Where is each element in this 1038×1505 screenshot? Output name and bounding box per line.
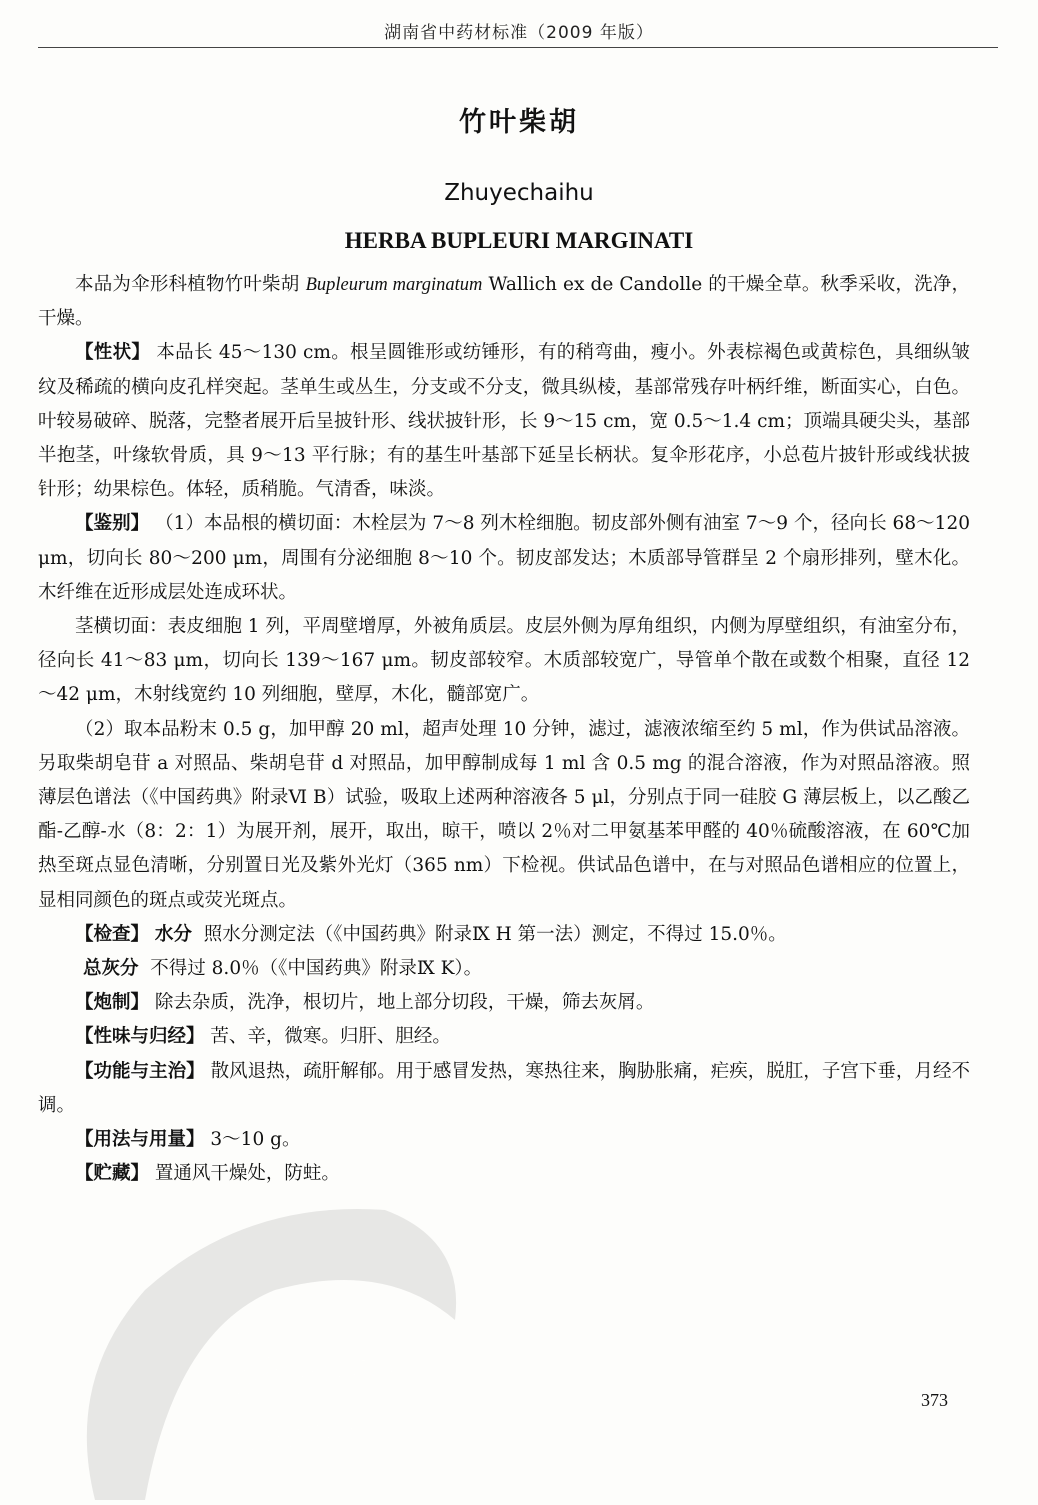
jiancha-label: 【检查】 [75,923,150,945]
entry-title: 竹叶柴胡 [459,107,579,138]
xingwei-label: 【性味与归经】 [75,1026,205,1048]
shuifen-text: 照水分测定法（《中国药典》附录Ⅸ H 第一法）测定，不得过 15.0％。 [203,923,787,945]
yongfa-label: 【用法与用量】 [75,1129,205,1151]
section-zonghuifen [38,952,970,986]
zonghuifen-label: 总灰分 [83,958,139,980]
jianbie-label: 【鉴别】 [75,513,150,535]
paozhi-text: 除去杂质，洗净，根切片，地上部分切段，干燥，筛去灰屑。 [154,992,655,1014]
intro-paragraph [38,268,970,336]
xingzhuang-label: 【性状】 [75,342,151,364]
page-number: 373 [921,1390,948,1410]
section-xingzhuang [38,336,970,507]
running-header: 湖南省中药材标准（2009 年版） [384,23,654,43]
entry-latin-name: HERBA BUPLEURI MARGINATI [344,228,694,253]
entry-pinyin: Zhuyechaihu [444,180,594,206]
monograph-body [38,268,970,1191]
section-jianbie-2: （2）取本品粉末 0.5 g，加甲醇 20 ml，超声处理 10 分钟，滤过，滤液浓缩至约 5 ml，作为供试品溶液。另取柴胡皂苷 a 对照品、柴胡皂苷 d 对照品，加甲醇制成每 1 ml 含 0.5 mg 的混合溶液，作为对照品溶液。照薄层色谱法（《中国药典》附录Ⅵ B）试验，吸取上述两种溶液各 5 μl，分别点于同一硅胶 G 薄层板上，以乙酸乙酯-乙醇-水（8：2：1）为展开剂，展开，取出，晾干，喷以 2％对二甲氨基苯甲醛的 40％硫酸溶液，在 60℃加热至斑点显色清晰，分别置日光及紫外光灯（365 nm）下检视。供试品色谱中，在与对照品色谱相应的位置上，显相同颜色的斑点或荧光斑点。 [38,718,970,911]
section-jianbie-stem: 茎横切面：表皮细胞 1 列，平周壁增厚，外被角质层。皮层外侧为厚角组织，内侧为厚壁组织，有油室分布，径向长 41～83 μm，切向长 139～167 μm。韧皮部较窄。木质部较宽广，导管单个散在或数个相聚，直径 12～42 μm，木射线宽约 10 列细胞，壁厚，木化，髓部宽广。 [38,616,970,706]
xingzhuang-text: 本品长 45～130 cm。根呈圆锥形或纺锤形，有的稍弯曲，瘦小。外表棕褐色或黄棕色，具细纵皱纹及稀疏的横向皮孔样突起。茎单生或丛生，分支或不分支，微具纵棱，基部常残存叶柄纤维，断面实心，白色。叶较易破碎、脱落，完整者展开后呈披针形、线状披针形，长 9～15 cm，宽 0.5～1.4 cm；顶端具硬尖头，基部半抱茎，叶缘软骨质，具 9～13 平行脉；有的基生叶基部下延呈长柄状。复伞形花序，小总苞片披针形或线状披针形；幼果棕色。体轻，质稍脆。气清香，味淡。 [38,342,970,501]
species-name: Bupleurum marginatum [305,275,483,295]
section-yongfa [38,1123,970,1157]
header-rule [38,47,998,48]
section-xingwei [38,1020,970,1054]
intro-after: Wallich ex de Candolle 的干燥全草。秋季采收，洗净，干燥。 [38,274,970,330]
section-paozhi [38,986,970,1020]
zhucang-label: 【贮藏】 [75,1163,150,1185]
section-gongneng [38,1055,970,1123]
jianbie-1-text: （1）本品根的横切面：木栓层为 7～8 列木栓细胞。韧皮部外侧有油室 7～9 个，径向长 68～120 μm，切向长 80～200 μm，周围有分泌细胞 8～10 个。韧皮部发达；木质部导管群呈 2 个扇形排列，壁木化。木纤维在近形成层处连成环状。 [38,513,970,603]
xingwei-text: 苦、辛，微寒。归肝、胆经。 [210,1026,451,1048]
section-jianbie-1 [38,507,970,610]
paozhi-label: 【炮制】 [75,992,150,1014]
zhucang-text: 置通风干燥处，防蛀。 [154,1163,340,1185]
watermark-stamp-icon [55,1180,475,1505]
shuifen-label: 水分 [154,923,192,945]
gongneng-text: 散风退热，疏肝解郁。用于感冒发热，寒热往来，胸胁胀痛，疟疾，脱肛，子宫下垂，月经不调。 [38,1060,970,1116]
yongfa-text: 3～10 g。 [210,1129,301,1151]
zonghuifen-text: 不得过 8.0％（《中国药典》附录Ⅸ K）。 [150,958,483,980]
intro-before: 本品为伞形科植物竹叶柴胡 [75,274,306,295]
gongneng-label: 【功能与主治】 [75,1060,205,1082]
section-jiancha [38,918,970,952]
